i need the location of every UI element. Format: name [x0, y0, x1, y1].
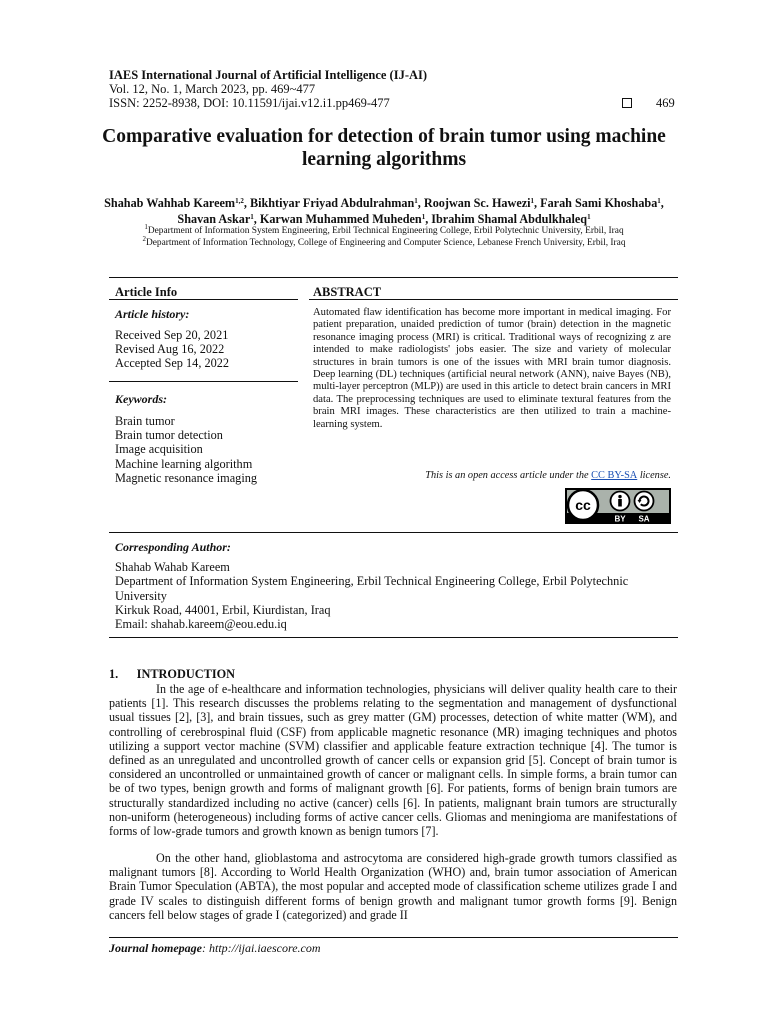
author-sup: 1,2	[235, 197, 244, 205]
keyword: Brain tumor	[115, 414, 175, 428]
author-name: Farah Sami Khoshaba	[540, 196, 658, 210]
accepted-date: Accepted Sep 14, 2022	[115, 356, 230, 371]
corresponding-address: Kirkuk Road, 44001, Erbil, Kiurdistan, Iraq	[115, 602, 331, 617]
keyword: Image acquisition	[115, 442, 203, 457]
article-info-heading: Article Info	[115, 285, 178, 299]
journal-homepage	[109, 941, 321, 956]
introduction-heading: 1. INTRODUCTION	[109, 667, 236, 681]
info-divider	[109, 381, 298, 382]
homepage-label: Journal homepage	[109, 941, 203, 955]
author-name: Roojwan Sc. Hawezi	[423, 196, 531, 210]
abstract-text: Automated flaw identification has become more important in medical imaging. For patient preparation, unaided prediction of tumor (brain) detection in the magnetic resonance imaging process (MRI) is critical. Traditional ways of recognizing z are intended to make radiologists' jobs easier. The size and variety of molecular structures in brain tumors is one of the issues with MRI brain tumor diagnosis. Deep learning (DL) techniques (artificial neural network (ANN), naive Bayes (NB), multi-layer perceptron (MLP)) are used in this article to detect brain cancers in MRI data. The preprocessing techniques are used to eliminate textural features from the brain MRI images. These characteristics are then utilized to train a machine-learning system.	[313, 307, 671, 430]
corresponding-name: Shahab Wahab Kareem	[115, 560, 230, 574]
abstract-rule	[309, 299, 678, 300]
bottom-rule	[109, 637, 678, 638]
author-sup: 1	[657, 197, 661, 205]
keywords-heading: Keywords:	[115, 392, 167, 406]
author-sup: 1	[421, 213, 426, 221]
author-name: Shahab Wahhab Kareem	[104, 196, 236, 210]
info-rule	[109, 299, 298, 300]
keyword: Machine learning algorithm	[115, 456, 253, 471]
keyword: Magnetic resonance imaging	[115, 470, 258, 485]
keyword: Brain tumor detection	[115, 428, 223, 443]
author-sup: 1	[414, 197, 418, 205]
author-name: Ibrahim Shamal Abdulkhaleq	[431, 212, 588, 226]
author-name: Bikhtiyar Friyad Abdulrahman	[249, 196, 415, 210]
journal-name: IAES International Journal of Artificial Intelligence (IJ-AI)	[109, 68, 428, 82]
corresponding-author-block	[115, 560, 678, 631]
badge-sa-text: SA	[638, 514, 650, 524]
keywords-list	[115, 414, 257, 485]
affiliation-text: Department of Information System Engineering, Erbil Technical Engineering College, Erbil Polytechnic University, Erbil, Iraq	[147, 226, 624, 236]
cc-by-sa-link[interactable]: CC BY-SA	[591, 470, 638, 481]
author-list: Shahab Wahhab Kareem$^{1,2}$, Bikhtiyar Friyad Abdulrahman$^1$, Roojwan Sc. Hawezi$^1$, Farah Sami Khoshaba$^1$, Shavan Askar$^1$, Karwan Muhammed Muheden$^1$, Ibrahim Shamal Abdulkhaleq$^1$	[104, 196, 664, 226]
badge-by-text: BY	[614, 514, 626, 524]
corresponding-department: Department of Information System Engineering, Erbil Technical Engineering College, Erbil Polytechnic University	[115, 574, 629, 603]
svg-text:cc: cc	[575, 497, 591, 513]
affiliation-text: Department of Information Technology, College of Engineering and Computer Science, Lebanese French University, Erbil, Iraq	[145, 237, 626, 248]
affiliation	[100, 223, 668, 238]
author-sup: 1	[530, 197, 535, 205]
square-icon	[622, 98, 632, 108]
license-prefix: This is an open access article under the	[425, 470, 592, 481]
history-heading: Article history:	[115, 307, 190, 321]
corresponding-email: Email: shahab.kareem@eou.edu.iq	[115, 617, 287, 632]
cc-by-sa-badge[interactable]	[565, 488, 671, 524]
intro-paragraph-2: On the other hand, glioblastoma and astrocytoma are considered high-grade growth tumors classified as malignant tumors [8]. According to World Health Organization (WHO) and, brain tumor association of American Brain Tumor Speculation (ABTA), the most popular and accepted mode of classification scheme utilizes grade I and grade IV scales to distinguish different forms of benign growth and malignant tumor growth forms [9]. Benign cancers fell below stages of grade I (categorized) and grade II	[109, 851, 677, 922]
abstract-heading: ABSTRACT	[313, 285, 382, 299]
corresponding-heading: Corresponding Author:	[115, 540, 231, 554]
revised-date: Revised Aug 16, 2022	[115, 342, 225, 357]
paper-title: Comparative evaluation for detection of brain tumor using machine learning algorithms	[102, 126, 666, 170]
affiliation-sup: 1	[144, 223, 148, 231]
affiliations	[100, 223, 668, 249]
author-name: Karwan Muhammed Muheden	[259, 212, 422, 226]
corresponding-rule	[109, 532, 678, 533]
volume-info: Vol. 12, No. 1, March 2023, pp. 469~477	[109, 82, 316, 96]
history-list	[115, 328, 229, 371]
homepage-url[interactable]: : http://ijai.iaescore.com	[202, 941, 321, 955]
affiliation	[100, 234, 668, 250]
received-date: Received Sep 20, 2021	[115, 328, 229, 342]
intro-paragraph-1: In the age of e-healthcare and information technologies, physicians will deliver quality health care to their patients [1]. This research discusses the problems relating to the segmentation and management of dysfunctional usual tissues [2], [3], and brain tissues, such as grey matter (GM) processes, detection of white matter (WM), and controlling of cerebrospinal fluid (CSF) from applicable magnetic resonance (MR) imaging techniques and photos utilizing a support vector machine (SVM) classifier and applicable feature extraction technique [4]. The tumor is defined as an unregulated and uncontrolled growth of cancer cells or expansion grid [5]. Concept of brain tumor is considered an uncontrolled or unmaintained growth of cancer or malignant cells. In simple forms, a brain tumor can be of two types, benign growth and forms of malignant growth [6]. For patients, forms of benign brain tumors are structurally standardized including no active (cancer) cells [6]. In patients, malignant brain tumors are structurally non-uniform (heterogeneous) including forms of active cancer cells. Gliomas and meningioma are manifestations of forms of low-grade tumors and growth known as benign tumors [7].	[109, 682, 677, 839]
license-line	[313, 470, 671, 481]
issn-doi: ISSN: 2252-8938, DOI: 10.11591/ijai.v12.i1.pp469-477	[109, 96, 390, 110]
page-number: 469	[656, 96, 675, 110]
license-suffix: license.	[637, 470, 671, 481]
affiliation-sup: 2	[142, 234, 146, 243]
author-sup: 1	[250, 213, 254, 221]
author-sup: 1	[587, 213, 591, 221]
author-name: Shavan Askar	[177, 212, 251, 226]
footer-rule	[109, 937, 678, 938]
top-rule	[109, 277, 678, 278]
